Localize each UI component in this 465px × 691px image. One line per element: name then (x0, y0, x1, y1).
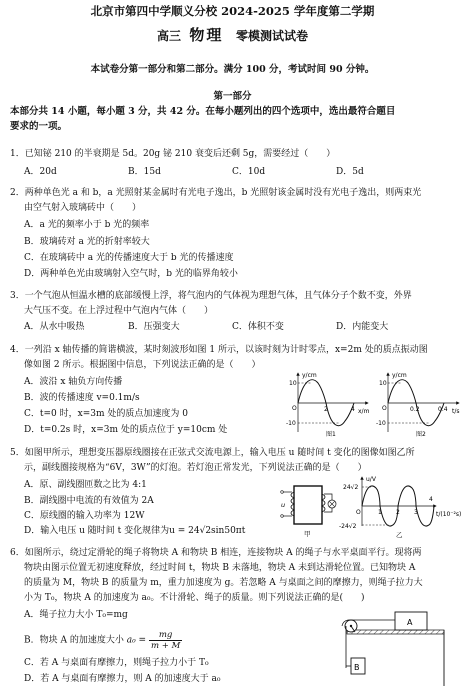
q5-transformer-figure (280, 478, 338, 540)
q2-stem-cont: 由空气射入玻璃砖中（ ） (24, 203, 142, 213)
part-description: 本部分共 14 小题，每小题 3 分，共 42 分。在每小题列出的四个选项中，选出最符合题目 (10, 106, 396, 117)
origin-label: O (292, 405, 297, 412)
subject-label: 物理 (189, 26, 224, 44)
q6-stem-cont: 物块由图示位置无初速度释放，经过时间 t，物块 B 未落地，物块 A 未到达滑轮位置。已知物块 A (24, 563, 416, 573)
q5-option-c: C．原线圈的输入功率为 12W (24, 511, 145, 521)
part-description-cont: 要求的一项。 (10, 121, 68, 132)
q4-stem-cont: 像如图 2 所示。根据图中信息，下列说法正确的是（ ） (24, 360, 261, 370)
q2-option-c: C．在玻璃砖中 a 光的传播速度大于 b 光的传播速度 (24, 253, 234, 263)
grade-label: 高三 (157, 29, 182, 43)
fraction-denominator: m + M (150, 641, 181, 651)
q5-stem: 5．如图甲所示，理想变压器原线圈接在正弦式交流电源上，输入电压 u 随时间 t 变化的图像如图乙所 (10, 448, 415, 458)
q3-option-b: B．压强变大 (128, 322, 180, 332)
t-tick-label: 4 (429, 496, 433, 503)
u-tick-negative: -24√2 (339, 523, 357, 530)
t-tick-label: 2 (396, 509, 400, 516)
y-tick-positive: 10 (289, 380, 297, 387)
accel-symbol: a₀ = (126, 635, 147, 646)
q2-option-b: B．玻璃砖对 a 光的折射率较大 (24, 237, 150, 247)
part-heading: 第一部分 (213, 91, 252, 102)
terminal (281, 491, 284, 494)
q1-option-c: C．10d (232, 167, 266, 177)
transformer-core (294, 486, 322, 524)
q5-option-a: A．原、副线圈匝数之比为 4:1 (24, 480, 147, 490)
y-tick-negative: -10 (376, 420, 386, 427)
q2-stem: 2．两种单色光 a 和 b，a 光照射某金属时有光电子逸出，b 光照射该金属时没有光电子逸出，则两束光 (10, 188, 422, 198)
origin-label: O (356, 509, 361, 516)
t-tick-label: 1 (378, 509, 382, 516)
q6-option-d: D．若 A 与桌面有摩擦力，则 A 的加速度大于 a₀ (24, 674, 221, 684)
q5-option-d: D．输入电压 u 随时间 t 变化规律为u = 24√2sin50πt (24, 526, 246, 536)
block-a-label: A (407, 618, 413, 627)
exam-subtitle (0, 26, 465, 45)
q4-figure-1 (288, 370, 372, 438)
q3-option-c: C．体积不变 (232, 322, 284, 332)
t-tick-label: 0.4 (438, 406, 448, 413)
block-b-label: B (354, 663, 360, 672)
q1-stem: 1．已知铋 210 的半衰期是 5d。20g 铋 210 衰变后还剩 5g，需要经过（ ） (10, 149, 336, 159)
q6-pulley-figure (345, 606, 463, 688)
q1-option-b: B．15d (128, 167, 161, 177)
t-tick-label: 3 (414, 509, 418, 516)
y-axis-label: y/cm (302, 372, 317, 379)
q6-option-a: A．绳子拉力大小 T₀=mg (24, 610, 128, 620)
exam-intro: 本试卷分第一部分和第二部分。满分 100 分，考试时间 90 分钟。 (90, 64, 375, 75)
q4-option-d: D．t=0.2s 时，x=3m 处的质点位于 y=10cm 处 (24, 425, 228, 435)
t-tick-label: 0.2 (410, 406, 420, 413)
figure-caption: 乙 (396, 531, 403, 539)
t-axis-label: t/(10⁻²s) (436, 511, 462, 518)
figure-caption: 图1 (326, 431, 336, 438)
fraction-numerator: mg (149, 630, 182, 641)
table-surface (347, 630, 444, 634)
terminal (281, 515, 284, 518)
q3-stem: 3．一个气泡从恒温水槽的底部缓慢上浮，将气泡内的气体视为理想气体，且气体分子个数不变，外界 (10, 291, 412, 301)
figure-caption: 图2 (416, 431, 426, 438)
input-voltage-label: u (281, 501, 286, 509)
u-axis-label: u/V (366, 476, 376, 483)
q4-figure-2 (376, 370, 462, 438)
q4-option-a: A．波沿 x 轴负方向传播 (24, 377, 123, 387)
exam-title: 北京市第四中学顺义分校 2024-2025 学年度第二学期 (90, 4, 375, 18)
q5-option-b: B．副线圈中电流的有效值为 2A (24, 496, 154, 506)
y-tick-positive: 10 (379, 380, 387, 387)
y-axis-label: y/cm (392, 372, 407, 379)
q6-option-c: C．若 A 与桌面有摩擦力，则绳子拉力小于 T₀ (24, 658, 209, 668)
x-axis-label: x/m (358, 408, 370, 415)
q4-option-c: C．t=0 时，x=3m 处的质点加速度为 0 (24, 409, 188, 419)
q4-option-b: B．波的传播速度 v=0.1m/s (24, 393, 140, 403)
t-axis-label: t/s (452, 408, 460, 415)
q2-option-a: A．a 光的频率小于 b 光的频率 (24, 220, 150, 230)
q1-option-a: A．20d (24, 167, 57, 177)
x-tick-label: 4 (351, 406, 355, 413)
x-tick-label: 2 (324, 406, 328, 413)
q6-option-b (24, 630, 182, 654)
origin-label: O (382, 405, 387, 412)
q1-option-d: D．5d (336, 167, 364, 177)
q6-stem-cont: 小为 T₀，物块 A 的加速度为 a₀。不计滑轮、绳子的质量。则下列说法正确的是( ) (24, 593, 365, 603)
exam-name: 零模测试试卷 (235, 29, 308, 43)
q3-stem-cont: 大气压不变。在上浮过程中气泡内气体（ ） (24, 306, 214, 316)
y-tick-negative: -10 (286, 420, 296, 427)
q5-voltage-graph (338, 474, 462, 540)
u-tick-positive: 24√2 (343, 484, 359, 491)
q3-option-d: D．内能变大 (336, 322, 389, 332)
figure-caption: 甲 (304, 530, 311, 538)
q6-stem-cont: 的质量为 M，物块 B 的质量为 m，重力加速度为 g。若忽略 A 与桌面之间的摩擦力，则绳子拉力大 (24, 578, 423, 588)
q3-option-a: A．从水中吸热 (24, 322, 85, 332)
q4-stem: 4．一列沿 x 轴传播的简谐横波，某时刻波形如图 1 所示，以该时刻为计时零点，x=2m 处的质点振动图 (10, 345, 428, 355)
option-b-text: B．物块 A 的加速度大小 (24, 635, 124, 646)
accel-fraction (149, 630, 182, 651)
q2-option-d: D．两种单色光由玻璃射入空气时，b 光的临界角较小 (24, 269, 238, 279)
q6-stem: 6．如图所示，绕过定滑轮的绳子将物块 A 和物块 B 相连，连接物块 A 的绳子与水平桌面平行。现将两 (10, 548, 422, 558)
q5-stem-cont: 示，副线圈接规格为“6V，3W”的灯泡。若灯泡正常发光，下列说法正确的是（ ） (24, 463, 367, 473)
